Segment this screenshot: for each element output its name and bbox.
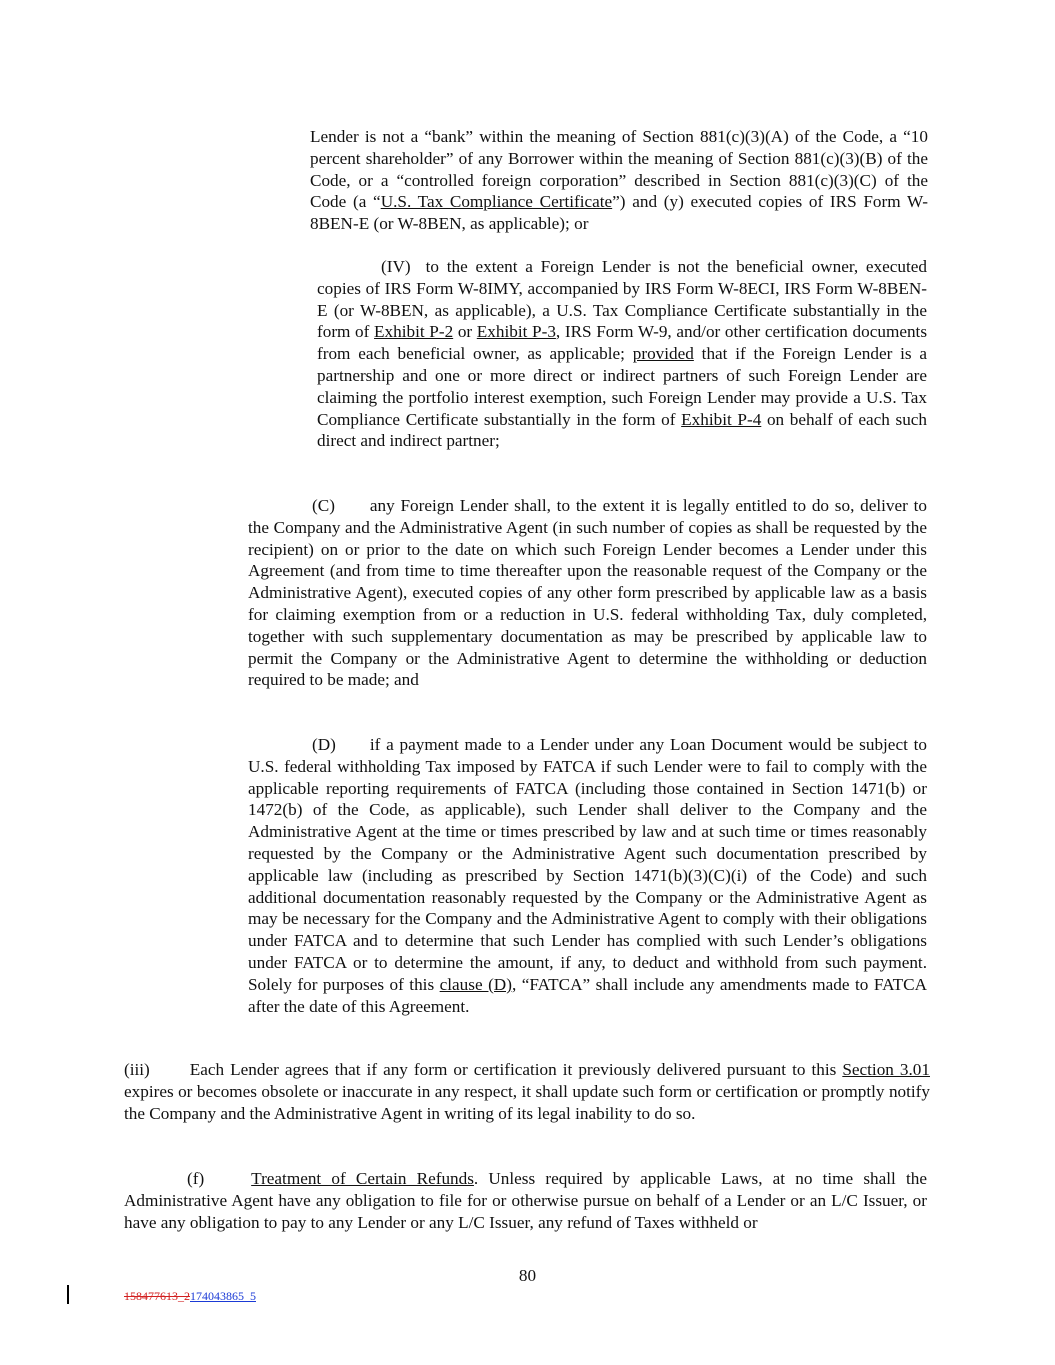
defined-term-us-tax-compliance-certificate: U.S. Tax Compliance Certificate [380, 192, 613, 212]
exhibit-p2-reference: Exhibit P-2 [374, 322, 454, 342]
clause-d-reference: clause (D) [439, 974, 512, 994]
clause-label: (f) [187, 1169, 205, 1188]
clause-label: (iii) [124, 1060, 150, 1079]
text: Lender is not a “bank” within the meaning of Section 881(c)(3)(A) of the Code, a “10 percent shareholder” of any Borrower within the meaning of Section 881(c)(3)(B) of the Code, or a “controlled foreign corporation” described in Section 881(c)(3)(C) of the Code (a “ [310, 127, 928, 212]
text: any Foreign Lender shall, to the extent it is legally entitled to do so, deliver to the Company and the Administrative Agent (in such number of copies as shall be requested by the recipient) on or prior to the date on which such Foreign Lender becomes a Lender under this Agreement (and from time to time thereafter upon the reasonable request of the Company or the Administrative Agent), executed copies of any other form prescribed by applicable law as a basis for claiming exemption from or a reduction in U.S. federal withholding Tax, duly completed, together with such supplementary documentation as may be prescribed by applicable law to permit the Company or the Administrative Agent to determine the withholding or deduction required to be made; and [248, 496, 927, 690]
clause-label: (C) [312, 496, 335, 515]
paragraph-iv [317, 256, 927, 452]
provided-term: provided [632, 344, 694, 364]
text: , IRS Form W-9, and/or other certification documents from each beneficial owner, as applicable; [317, 322, 928, 364]
text: on behalf of each such direct and indirect partner; [317, 409, 928, 451]
document-id-deleted: 158477613_2 [124, 1289, 190, 1303]
exhibit-p4-reference: Exhibit P-4 [681, 409, 762, 429]
section-heading: Treatment of Certain Refunds [251, 1169, 474, 1188]
document-id [124, 1289, 256, 1304]
text: . Unless required by applicable Laws, at no time shall the Administrative Agent have any obligation to file for or otherwise pursue on behalf of a Lender or an L/C Issuer, or have any obligation to pay to any Lender or any L/C Issuer, any refund of Taxes withheld or [124, 1169, 927, 1232]
page-number: 80 [518, 1266, 537, 1285]
text: expires or becomes obsolete or inaccurate in any respect, it shall update such form or certification or promptly notify the Company and the Administrative Agent in writing of its legal inability to do so. [124, 1081, 930, 1123]
paragraph-d [248, 734, 927, 1017]
change-bar [67, 1285, 69, 1304]
section-reference: Section 3.01 [842, 1060, 930, 1079]
text: , “FATCA” shall include any amendments made to FATCA after the date of this Agreement. [248, 974, 927, 1016]
text: Each Lender agrees that if any form or certification it previously delivered pursuant to this [189, 1060, 843, 1079]
clause-label: (IV) [381, 257, 411, 276]
text: ”) and (y) executed copies of IRS Form W-8BEN-E (or W-8BEN, as applicable); or [310, 192, 929, 234]
text: or [453, 322, 477, 342]
paragraph-f [124, 1168, 927, 1233]
paragraph-iii [124, 1059, 930, 1124]
paragraph-c [248, 495, 927, 691]
text: that if the Foreign Lender is a partnership and one or more direct or indirect partners of such Foreign Lender are claiming the portfolio interest exemption, such Foreign Lender may provide a U.S. Tax Compliance Certificate substantially in the form of [317, 344, 927, 429]
paragraph-iii-continued [310, 126, 928, 235]
document-id-inserted: 174043865_5 [190, 1289, 256, 1303]
exhibit-p3-reference: Exhibit P-3 [476, 322, 556, 342]
clause-label: (D) [312, 735, 336, 754]
text: if a payment made to a Lender under any Loan Document would be subject to U.S. federal withholding Tax imposed by FATCA if such Lender were to fail to comply with the applicable reporting requirements of FATCA (including those contained in Section 1471(b) or 1472(b) of the Code, as applicable), such Lender shall deliver to the Company and the Administrative Agent at the time or times prescribed by law and at such time or times reasonably requested by the Company or the Administrative Agent such documentation prescribed by applicable law (including as prescribed by Section 1471(b)(3)(C)(i) of the Code) and such additional documentation reasonably requested by the Company or the Administrative Agent as may be necessary for the Company and the Administrative Agent to comply with their obligations under FATCA and to determine that such Lender has complied with such Lender’s obligations under FATCA or to determine the amount, if any, to deduct and withhold from such payment. Solely for purposes of this [248, 735, 927, 994]
text: to the extent a Foreign Lender is not the beneficial owner, executed copies of IRS Form W-8IMY, accompanied by IRS Form W-8ECI, IRS Form W-8BEN-E (or W-8BEN, as applicable), a U.S. Tax Compliance Certificate substantially in the form of [317, 257, 927, 342]
